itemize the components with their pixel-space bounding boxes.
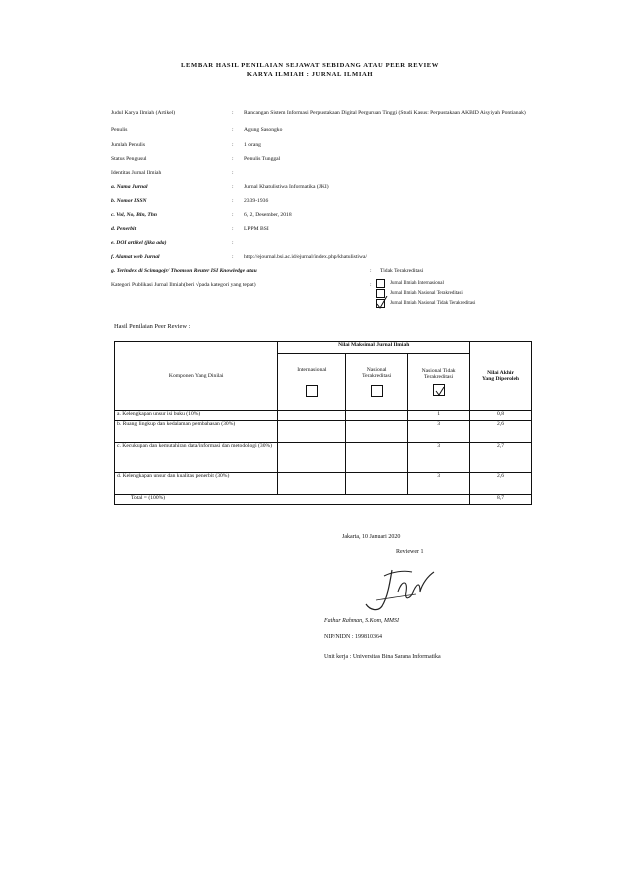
score-table bbox=[114, 341, 532, 505]
label-status: Status Pengusul bbox=[111, 156, 147, 162]
value-publisher: LPPM BSI bbox=[244, 226, 269, 232]
table-row bbox=[115, 421, 532, 443]
value-web: http://ejournal.bsi.ac.id/ejurnal/index.php/khatulistiwa/ bbox=[244, 254, 368, 260]
label-author-count: Jumlah Penulis bbox=[111, 142, 146, 148]
header-checkbox-national-accredited[interactable] bbox=[371, 385, 383, 397]
row-nat bbox=[346, 411, 408, 421]
row-final: 0,8 bbox=[470, 411, 532, 421]
label-volume: c. Vol, No, Bln, Thn bbox=[111, 212, 158, 218]
row-intl bbox=[278, 421, 346, 443]
value-title: Rancangan Sistem Informasi Perpustakaan Digital Perguruan Tinggi (Studi Kasus: Perpustakaan AKBID Aisyiyah Pontianak) bbox=[244, 110, 526, 116]
label-journal-name: a. Nama Jurnal bbox=[111, 184, 148, 190]
value-author-count: 1 orang bbox=[244, 142, 261, 148]
row-nat bbox=[346, 473, 408, 495]
value-status: Penulis Tunggal bbox=[244, 156, 281, 162]
row-final: 2,7 bbox=[470, 443, 532, 473]
option-international: Jurnal Ilmiah Internasional bbox=[390, 281, 444, 286]
row-non: 3 bbox=[408, 473, 470, 495]
row-non: 3 bbox=[408, 443, 470, 473]
row-final: 2,6 bbox=[470, 473, 532, 495]
row-non: 3 bbox=[408, 421, 470, 443]
header-final-score: Nilai Akhir Yang Diperoleh bbox=[470, 342, 532, 411]
label-author: Penulis bbox=[111, 127, 128, 133]
header-component: Komponen Yang Dinilai bbox=[115, 342, 278, 411]
label-category: Kategori Publikasi Jurnal Ilmiah(beri √pada kategori yang tepat) bbox=[111, 282, 256, 288]
reviewer-name: Fathur Rahman, S.Kom, MMSI bbox=[324, 618, 399, 624]
total-label: Total = (100%) bbox=[115, 495, 470, 505]
label-doi: e. DOI artikel (jika ada) bbox=[111, 240, 167, 246]
place-date: Jakarta, 10 Januari 2020 bbox=[342, 534, 401, 540]
row-component: b. Ruang lingkup dan kedalaman pembahasan (30%) bbox=[115, 421, 278, 443]
label-journal-identity: Identitas Jurnal Ilmiah bbox=[111, 170, 162, 176]
header-international: Internasional bbox=[278, 354, 346, 411]
review-title: Hasil Penilaian Peer Review : bbox=[114, 323, 191, 330]
reviewer-unit: Unit kerja : Universitas Bina Sarana Informatika bbox=[324, 654, 441, 660]
check-icon bbox=[376, 296, 388, 310]
total-value: 8,7 bbox=[470, 495, 532, 505]
header-checkbox-national-non-accredited[interactable] bbox=[433, 384, 445, 396]
row-intl bbox=[278, 411, 346, 421]
label-issn: b. Nomor ISSN bbox=[111, 198, 147, 204]
row-non: 1 bbox=[408, 411, 470, 421]
option-national-accredited: Jurnal Ilmiah Nasional Terakreditasi bbox=[390, 291, 463, 296]
value-indexed: Tidak Terakreditasi bbox=[380, 268, 424, 274]
value-volume: 6, 2, Desember, 2018 bbox=[244, 212, 292, 218]
header-checkbox-international[interactable] bbox=[306, 385, 318, 397]
row-final: 2,6 bbox=[470, 421, 532, 443]
option-national-non-accredited: Jurnal Ilmiah Nasional Tidak Terakreditasi bbox=[390, 301, 476, 306]
row-intl bbox=[278, 473, 346, 495]
reviewer-nip: NIP/NIDN : 199810364 bbox=[324, 634, 382, 640]
checkbox-national-non-accredited[interactable] bbox=[376, 299, 385, 308]
label-title: Judul Karya Ilmiah (Artikel) bbox=[111, 110, 176, 116]
row-nat bbox=[346, 443, 408, 473]
table-row bbox=[115, 473, 532, 495]
row-intl bbox=[278, 443, 346, 473]
row-component: c. Kecukupan dan kemutahiran data/informasi dan metodologi (30%) bbox=[115, 443, 278, 473]
value-author: Agung Sasongko bbox=[244, 127, 283, 133]
table-row bbox=[115, 411, 532, 421]
row-component: d. Kelengkapan unsur dan kualitas penerbit (30%) bbox=[115, 473, 278, 495]
label-web: f. Alamat web Jurnal bbox=[111, 254, 160, 260]
row-component: a. Kelengkapan unsur isi buku (10%) bbox=[115, 411, 278, 421]
header-national-non-accredited: Nasional Tidak Terakreditasi bbox=[408, 354, 470, 411]
signature-image bbox=[362, 562, 442, 614]
value-journal-name: Jurnal Khatulistiwa Informatika (JKI) bbox=[244, 184, 329, 190]
checkbox-international[interactable] bbox=[376, 279, 385, 288]
page-subtitle: KARYA ILMIAH : JURNAL ILMIAH bbox=[246, 71, 374, 78]
label-publisher: d. Penerbit bbox=[111, 226, 137, 232]
table-row bbox=[115, 443, 532, 473]
reviewer-role: Reviewer 1 bbox=[396, 549, 424, 555]
header-max-score: Nilai Maksimal Jurnal Ilmiah bbox=[278, 342, 470, 354]
header-national-accredited: Nasional Terakreditasi bbox=[346, 354, 408, 411]
check-icon bbox=[434, 385, 446, 397]
value-issn: 2339-1936 bbox=[244, 198, 269, 204]
row-nat bbox=[346, 421, 408, 443]
page-title: LEMBAR HASIL PENILAIAN SEJAWAT SEBIDANG ATAU PEER REVIEW bbox=[181, 62, 439, 69]
total-row bbox=[115, 495, 532, 505]
label-indexed: g. Terindex di Scimagojr/ Thomson Reuter ISI Knowledge atau bbox=[111, 268, 257, 274]
